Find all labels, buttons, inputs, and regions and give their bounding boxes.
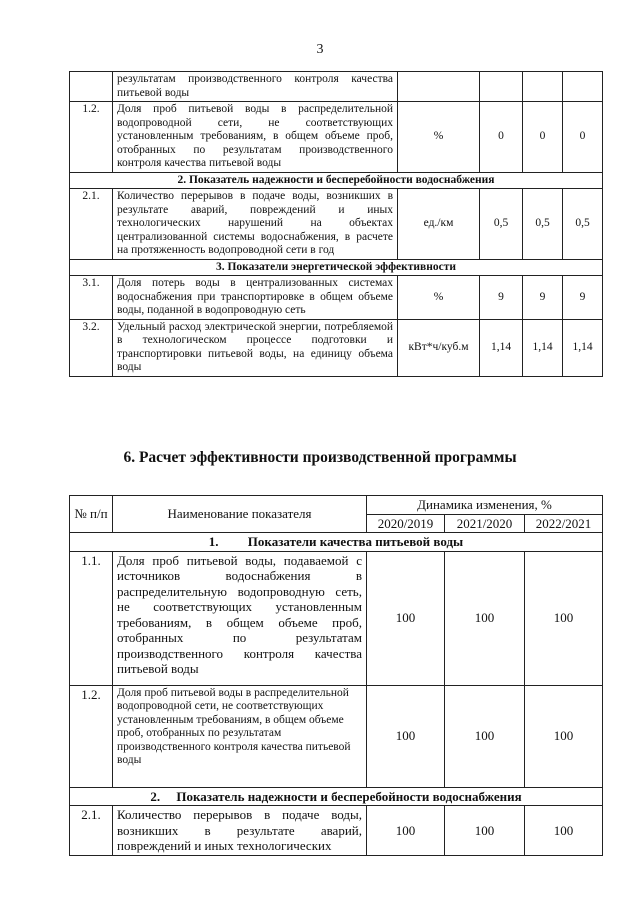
section-row — [70, 172, 603, 189]
row-number: 3.2. — [70, 319, 113, 376]
value-cell: 0,5 — [523, 189, 563, 260]
section-title: Показатель надежности и бесперебойности водоснабжения — [176, 788, 522, 804]
unit-cell: ед./км — [398, 189, 480, 260]
row-number: 1.1. — [70, 551, 113, 685]
row-number: 2.1. — [70, 189, 113, 260]
indicator-name: Доля проб питьевой воды в распределительной водопроводной сети, не соответствующих установленным требованиям, в общем объеме проб, отобранных по результатам производственного контроля качества питьевой воды — [113, 685, 367, 787]
row-number: 1.2. — [70, 102, 113, 173]
table-row — [70, 102, 603, 173]
value-cell: 100 — [525, 551, 603, 685]
table-row — [70, 319, 603, 376]
value-cell — [480, 72, 523, 102]
indicator-name: Доля проб питьевой воды в распределительной водопроводной сети, не соответствующих установленным требованиям, в общем объеме проб, отобранных по результатам производственного контроля качества питьевой воды — [113, 102, 398, 173]
section-title: 3. Показатели энергетической эффективности — [70, 259, 603, 276]
col-dynamics-header: Динамика изменения, % — [367, 496, 603, 515]
value-cell: 100 — [445, 806, 525, 856]
value-cell: 9 — [523, 276, 563, 320]
value-cell: 0 — [480, 102, 523, 173]
value-cell: 0 — [563, 102, 603, 173]
value-cell: 100 — [445, 685, 525, 787]
unit-cell: кВт*ч/куб.м — [398, 319, 480, 376]
section-heading: 6. Расчет эффективности производственной программы — [123, 449, 517, 466]
value-cell: 0,5 — [563, 189, 603, 260]
table-row — [70, 276, 603, 320]
unit-cell: % — [398, 102, 480, 173]
col-year-2: 2021/2020 — [445, 514, 525, 533]
indicators-table — [69, 71, 603, 377]
section-number: 2. — [150, 788, 161, 804]
col-year-1: 2020/2019 — [367, 514, 445, 533]
value-cell: 9 — [563, 276, 603, 320]
row-number — [70, 72, 113, 102]
section-row — [70, 533, 603, 552]
value-cell: 9 — [480, 276, 523, 320]
value-cell: 0 — [523, 102, 563, 173]
unit-cell: % — [398, 276, 480, 320]
value-cell: 100 — [367, 551, 445, 685]
value-cell — [563, 72, 603, 102]
page-number: 3 — [316, 42, 324, 57]
section-title: 2. Показатель надежности и бесперебойности водоснабжения — [70, 172, 603, 189]
indicator-name: Доля проб питьевой воды, подаваемой с источников водоснабжения в распределительную водопроводную сеть, не соответствующих установленным требованиям, в общем объеме проб, отобранных по результатам производственного контроля качества питьевой воды — [113, 551, 367, 685]
table-row — [70, 72, 603, 102]
value-cell: 1,14 — [563, 319, 603, 376]
section-title: Показатели качества питьевой воды — [247, 534, 464, 549]
unit-cell — [398, 72, 480, 102]
value-cell: 100 — [525, 806, 603, 856]
value-cell: 100 — [445, 551, 525, 685]
section-row — [70, 259, 603, 276]
value-cell: 1,14 — [523, 319, 563, 376]
indicator-name: Удельный расход электрической энергии, потребляемой в технологическом процессе подготовки и транспортировки питьевой воды, на единицу объема воды — [113, 319, 398, 376]
indicator-name: Доля потерь воды в централизованных системах водоснабжения при транспортировке в общем объеме воды, поданной в водопроводную сеть — [113, 276, 398, 320]
value-cell: 1,14 — [480, 319, 523, 376]
value-cell: 100 — [367, 685, 445, 787]
indicator-name: Количество перерывов в подаче воды, возникших в результате аварий, повреждений и иных технологических нарушений на объектах централизованной системы водоснабжения, в расчете на протяженность водопроводной сети в год — [113, 189, 398, 260]
value-cell — [523, 72, 563, 102]
col-year-3: 2022/2021 — [525, 514, 603, 533]
col-num-header: № п/п — [70, 496, 113, 533]
row-number: 2.1. — [70, 806, 113, 856]
row-number: 1.2. — [70, 685, 113, 787]
row-number: 3.1. — [70, 276, 113, 320]
section-number: 1. — [208, 534, 219, 549]
value-cell: 100 — [367, 806, 445, 856]
section-row — [70, 787, 603, 806]
table-row — [70, 189, 603, 260]
indicator-name: результатам производственного контроля качества питьевой воды — [113, 72, 398, 102]
indicator-name: Количество перерывов в подаче воды, возникших в результате аварий, повреждений и иных технологических — [113, 806, 367, 856]
col-name-header: Наименование показателя — [113, 496, 367, 533]
value-cell: 0,5 — [480, 189, 523, 260]
value-cell: 100 — [525, 685, 603, 787]
efficiency-table — [69, 495, 603, 856]
